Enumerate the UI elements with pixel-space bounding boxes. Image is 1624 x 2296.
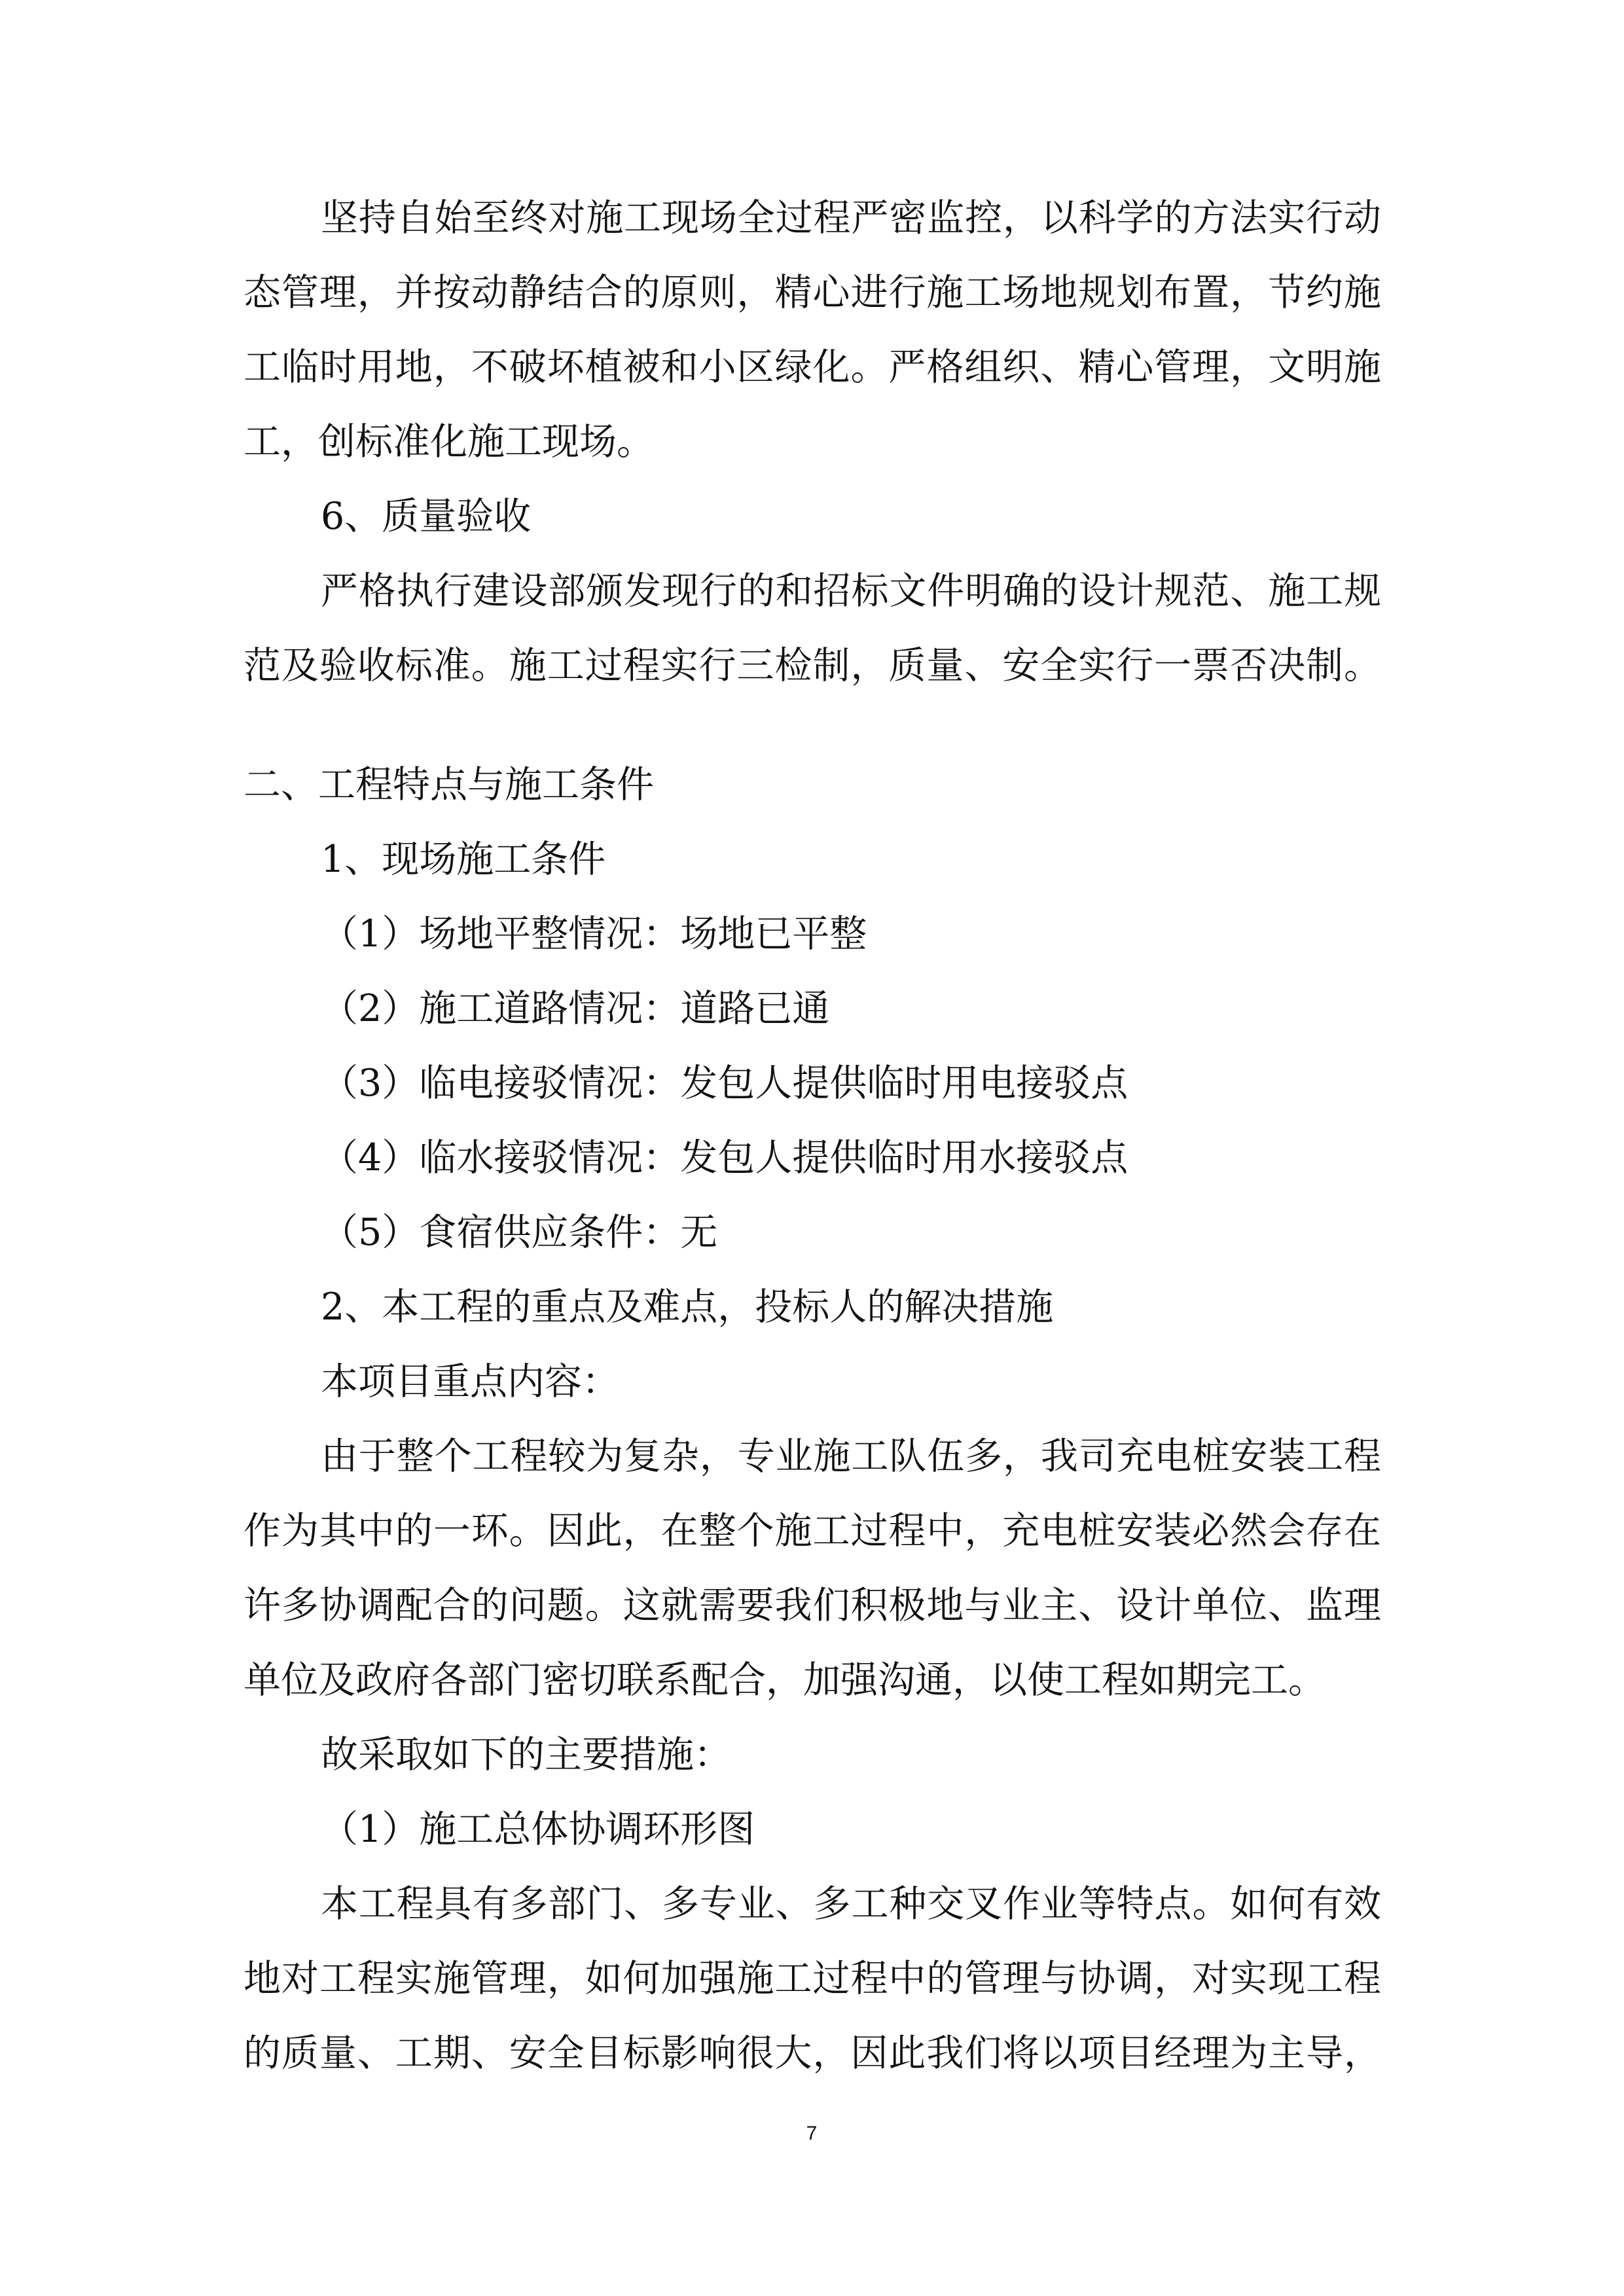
list-item: （5）食宿供应条件：无: [321, 1211, 718, 1254]
text-line: 许多协调配合的问题。这就需要我们积极地与业主、设计单位、监理: [244, 1584, 1381, 1627]
list-item: （3）临电接驳情况：发包人提供临时用电接驳点: [321, 1062, 1128, 1105]
page-number: 7: [806, 2123, 818, 2144]
text-line: 严格执行建设部颁发现行的和招标文件明确的设计规范、施工规: [321, 569, 1381, 613]
text-line: 由于整个工程较为复杂，专业施工队伍多，我司充电桩安装工程: [321, 1435, 1381, 1478]
text-line: 工，创标准化施工现场。: [244, 420, 654, 463]
text-line: 作为其中的一环。因此，在整个施工过程中，充电桩安装必然会存在: [244, 1509, 1381, 1552]
section-heading: 2、本工程的重点及难点，投标人的解决措施: [321, 1285, 1054, 1329]
text-line: 的质量、工期、安全目标影响很大，因此我们将以项目经理为主导，: [244, 2032, 1381, 2075]
section-heading: 6、质量验收: [321, 495, 532, 538]
list-item: （4）临水接驳情况：发包人提供临时用水接驳点: [321, 1136, 1128, 1179]
list-item: （2）施工道路情况：道路已通: [321, 987, 830, 1030]
text-line: 本工程具有多部门、多专业、多工种交叉作业等特点。如何有效: [321, 1882, 1381, 1926]
text-line: 本项目重点内容：: [321, 1360, 619, 1403]
text-line: 态管理，并按动静结合的原则，精心进行施工场地规划布置，节约施: [244, 271, 1381, 314]
text-line: 单位及政府各部门密切联系配合，加强沟通，以使工程如期完工。: [244, 1659, 1326, 1702]
text-line: 工临时用地，不破坏植被和小区绿化。严格组织、精心管理，文明施: [244, 346, 1381, 389]
list-item: （1）场地平整情况：场地已平整: [321, 912, 867, 956]
text-line: 故采取如下的主要措施：: [321, 1733, 731, 1776]
list-item: （1）施工总体协调环形图: [321, 1808, 755, 1851]
chapter-heading: 二、工程特点与施工条件: [244, 763, 654, 806]
text-line: 地对工程实施管理，如何加强施工过程中的管理与协调，对实现工程: [244, 1957, 1381, 2000]
text-line: 范及验收标准。施工过程实行三检制，质量、安全实行一票否决制。: [244, 644, 1381, 687]
text-line: 坚持自始至终对施工现场全过程严密监控，以科学的方法实行动: [321, 196, 1381, 240]
section-heading: 1、现场施工条件: [321, 838, 606, 881]
